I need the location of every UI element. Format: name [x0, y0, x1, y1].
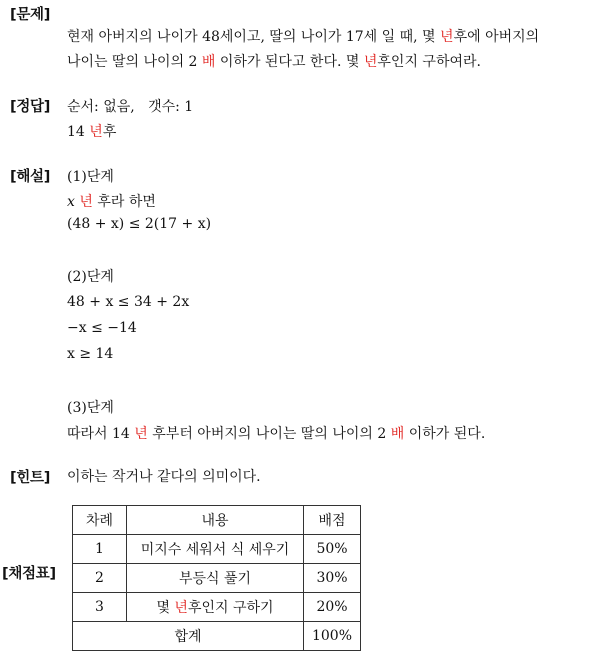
row-order: 3: [73, 593, 127, 622]
problem-text: 나이는 딸의 나이의 2: [67, 54, 198, 70]
header-score: 배점: [304, 506, 361, 535]
highlight-times: 배: [390, 426, 405, 442]
highlight-year: 년: [134, 426, 148, 442]
row-order: 1: [73, 535, 127, 564]
step2-equation-3: x ≥ 14: [67, 346, 114, 362]
step2-equation-1: 48 + x ≤ 34 + 2x: [67, 294, 190, 310]
step1-title: (1)단계: [67, 169, 114, 185]
row-score: 50%: [304, 535, 361, 564]
table-header-row: [73, 506, 361, 535]
header-content: 내용: [127, 506, 304, 535]
highlight-year: 년: [363, 54, 378, 70]
hint-label: [힌트]: [10, 470, 51, 486]
variable-x: x: [67, 194, 75, 210]
highlight-year: 년: [440, 29, 454, 45]
highlight-year: 년: [89, 124, 103, 140]
table-row: [73, 535, 361, 564]
row-score: 20%: [304, 593, 361, 622]
step2-title: (2)단계: [67, 269, 114, 285]
step3-title: (3)단계: [67, 400, 114, 416]
problem-text: 후인지 구하여라.: [377, 54, 481, 70]
row-score: 30%: [304, 564, 361, 593]
step1-equation: (48 + x) ≤ 2(17 + x): [67, 216, 212, 232]
rubric-table: [72, 505, 361, 651]
step3-text: 따라서 14: [67, 426, 130, 442]
answer-number: 14: [67, 124, 85, 140]
problem-line-1: [67, 26, 539, 46]
row-content: [127, 593, 304, 622]
table-row: [73, 593, 361, 622]
problem-text: 이하가 된다고 한다. 몇: [219, 54, 360, 70]
header-order: 차례: [73, 506, 127, 535]
hint-text: 이하는 작거나 같다의 의미이다.: [67, 469, 261, 485]
row-content-text: 몇: [156, 600, 170, 616]
row-content: 부등식 풀기: [127, 564, 304, 593]
step3-text: 후부터 아버지의 나이는 딸의 나이의 2: [152, 426, 387, 442]
highlight-times: 배: [201, 54, 216, 70]
table-total-row: [73, 622, 361, 651]
problem-text: 현재 아버지의 나이가 48세이고, 딸의 나이가 17세 일 때, 몇: [67, 29, 436, 45]
step2-equation-2: −x ≤ −14: [67, 320, 137, 336]
explanation-label: [해설]: [10, 169, 51, 185]
answer-summary: 순서: 없음, 갯수: 1: [67, 99, 194, 115]
answer-text: 후: [102, 124, 117, 140]
row-content-text: 후인지 구하기: [187, 600, 274, 616]
total-score: 100%: [304, 622, 361, 651]
rubric-label: [채점표]: [2, 566, 56, 582]
answer-value: [67, 121, 116, 141]
problem-label: [문제]: [10, 7, 51, 23]
highlight-year: 년: [174, 600, 188, 616]
row-content: 미지수 세워서 식 세우기: [127, 535, 304, 564]
step3-text: 이하가 된다.: [408, 426, 486, 442]
row-order: 2: [73, 564, 127, 593]
problem-line-2: [67, 51, 481, 71]
highlight-year: 년: [79, 194, 93, 210]
total-label: 합계: [73, 622, 304, 651]
problem-text: 후에 아버지의: [453, 29, 540, 45]
step1-line: [67, 191, 156, 211]
table-row: [73, 564, 361, 593]
step1-text: 후라 하면: [97, 194, 156, 210]
answer-label: [정답]: [10, 99, 51, 115]
step3-line: [67, 423, 485, 443]
